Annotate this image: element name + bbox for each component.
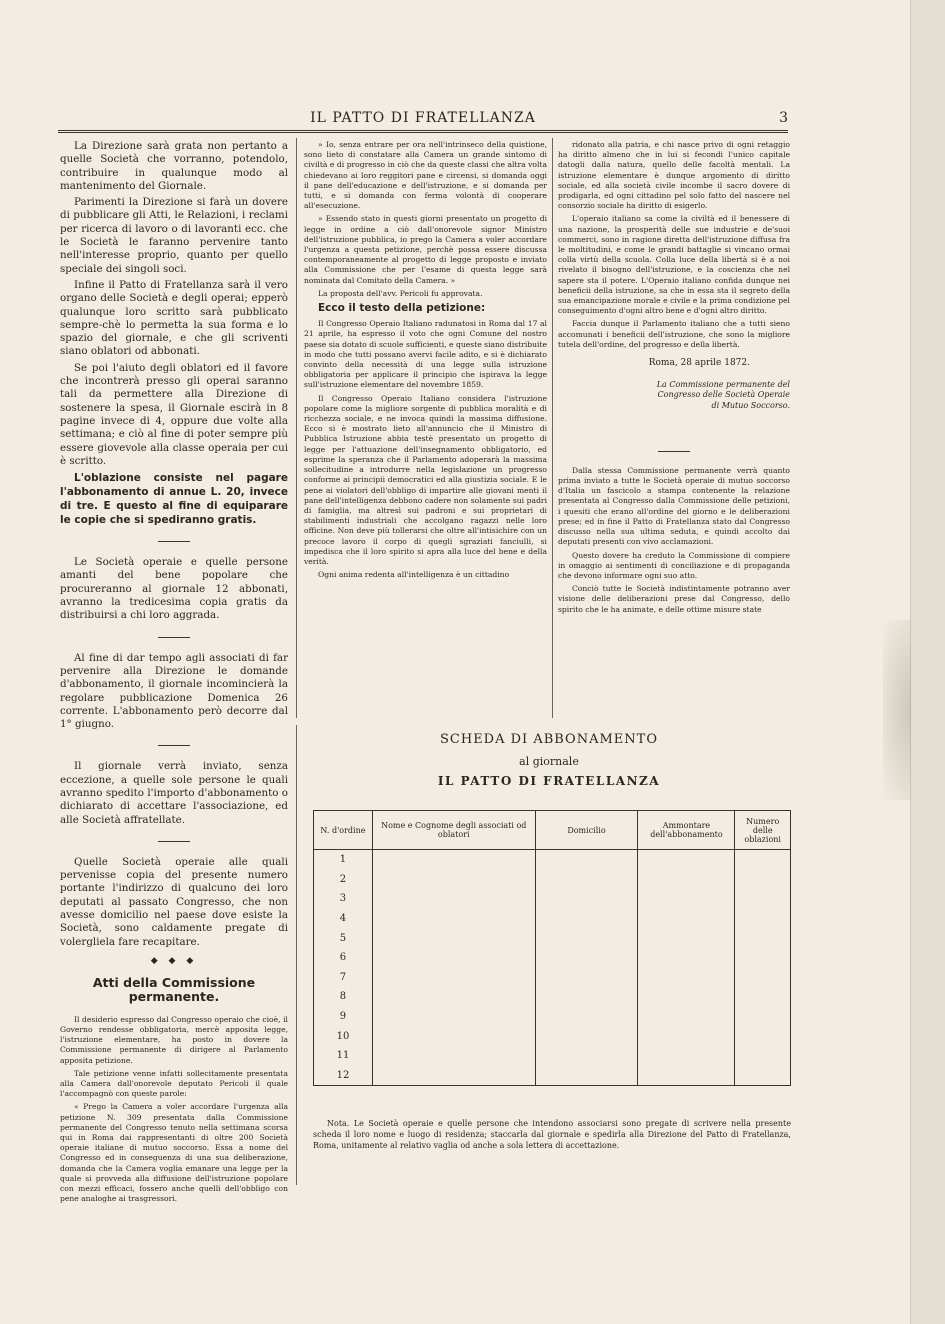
domicile-cell[interactable] — [535, 1046, 638, 1066]
paragraph: Tale petizione venne infatti sollecitamente presentata alla Camera dall'onorevole deputato Pericoli il quale l'accompagnò con queste parole: — [60, 1068, 288, 1099]
table-row — [314, 870, 791, 890]
row-number: 7 — [314, 968, 373, 988]
separator — [658, 451, 690, 452]
signature-line: La Commissione permanente del — [656, 380, 790, 390]
domicile-cell[interactable] — [535, 909, 638, 929]
name-cell[interactable] — [372, 987, 535, 1007]
domicile-cell[interactable] — [535, 870, 638, 890]
count-cell[interactable] — [735, 928, 791, 948]
section-title: Atti della Commissione permanente. — [92, 975, 256, 1004]
domicile-cell[interactable] — [535, 928, 638, 948]
paragraph: Dalla stessa Commissione permanente verrà quanto prima inviato a tutte le Società operaie di mutuo soccorso d'Italia un fascicolo a stampa contenente la relazione presentata al Congresso dalla Commissione delle petizioni, i quesiti che erano all'ordine del giorno e le deliberazioni prese; ed in fine il Patto di Fratellanza stato dal Congresso discusso nella sua ultima seduta, e quindi accolto dai deputati presenti con vivo acclamazioni. — [558, 465, 790, 547]
amount-cell[interactable] — [638, 1046, 735, 1066]
paragraph: Ogni anima redenta all'intelligenza è un cittadino — [318, 570, 510, 580]
paragraph: L'operaio italiano sa come la civiltà ed il benessere di una nazione, la prosperità delle sue industrie e de'suoi commerci, sono in ragione diretta dell'istruzione diffusa fra le moltitudini, e come le grandi battaglie si vincano ormai colla virtù della scuola. Colla luce della libertà si è a noi rivelato il bisogno dell'istruzione, e la coscienza che nel sapere sta il potere. L'Operaio italiano confida dunque nei beneficii della istruzione, sa che in essa sta il segreto della sua emancipazione morale e civile e la prima condizione pel conseguimento d'ogni altro bene e d'ogni altro diritto. — [558, 214, 790, 316]
amount-cell[interactable] — [638, 909, 735, 929]
paragraph: Quelle Società operaie alle quali pervenisse copia del presente numero portante l'indirizzo di qualcuno dei loro deputati al passato Congresso, che non avesse domicilio nel paese dove esiste la Società, sono caldamente pregate di volergliela fare recapitare. — [60, 855, 288, 948]
separator — [158, 637, 190, 638]
signature — [558, 380, 790, 411]
name-cell[interactable] — [372, 928, 535, 948]
column-header: Domicilio — [535, 811, 638, 850]
paragraph: Il desiderio espresso dal Congresso operaio che cioè, il Governo rendesse obbligatoria, mercè apposita legge, l'istruzione elementare, ha posto in dovere la Commissione permanente di dirigere al Parlamento apposita petizione. — [60, 1014, 288, 1065]
paragraph: La proposta dell'avv. Pericoli fu approvata. — [318, 288, 483, 298]
amount-cell[interactable] — [638, 987, 735, 1007]
section-body — [60, 1015, 288, 1205]
row-number: 3 — [314, 889, 373, 909]
paragraph: » Essendo stato in questi giorni presentato un progetto di legge in ordine a ciò dall'onorevole signor Ministro dell'istruzione pubblica, io prego la Camera a voler accordare l'urgenza a questa petizione, perchè possa essere discussa contemporaneamente al progetto di legge proposto e inviato alla Commissione che per l'esame di questa legge sarà nominata dal Comitato della Camera. » — [304, 214, 547, 285]
table-row — [314, 968, 791, 988]
column-rule-1b — [296, 725, 297, 1185]
paragraph: Se poi l'aiuto degli oblatori ed il favore che incontrerà presso gli operai saranno tali da permettere alla Direzione di sostenere la spesa, il Giornale escirà in 8 pagine invece di 4, oppure due volte alla settimana; e ciò al fine di poter sempre più essere giovevole alla classe operaia per cui è scritto. — [60, 361, 288, 467]
table-row — [314, 987, 791, 1007]
name-cell[interactable] — [372, 909, 535, 929]
domicile-cell[interactable] — [535, 1007, 638, 1027]
paragraph: Conciò tutte le Società indistintamente potranno aver visione delle deliberazioni prese dal Congresso, dello spirito che le ha animate, e delle ottime misure state — [558, 584, 790, 614]
amount-cell[interactable] — [638, 928, 735, 948]
column-rule-2 — [552, 138, 553, 718]
paragraph: Parimenti la Direzione si farà un dovere di pubblicare gli Atti, le Relazioni, i reclami per ricerca di lavoro o di lavoranti ecc. che le Società le faranno pervenire tanto nell'interesse proprio, quanto per quello speciale dei singoli soci. — [60, 196, 288, 275]
form-subtitle: al giornale — [519, 755, 579, 768]
column-header: Nome e Cognome degli associati od oblatori — [372, 811, 535, 850]
paragraph: « Prego la Camera a voler accordare l'urgenza alla petizione N. 309 presentata dalla Commissione permanente del Congresso tenuto nella settimana scorsa qui in Roma dai rappresentanti di oltre 200 Società operaie italiane di mutuo soccorso. Essa a nome del Congresso ed in conseguenza di una sua deliberazione, domanda che la Camera voglia emanare una legge per la quale si provveda alla diffusione dell'istruzione popolare con mezzi efficaci, fossero anche quelli dell'obbligo con pene analoghe ai trasgressori. — [60, 1102, 288, 1204]
subscription-table — [313, 810, 791, 1086]
table-row — [314, 948, 791, 968]
count-cell[interactable] — [735, 948, 791, 968]
column-header: N. d'ordine — [314, 811, 373, 850]
page-title: IL PATTO DI FRATELLANZA — [310, 110, 536, 126]
signature-line: di Mutuo Soccorso. — [711, 400, 790, 410]
dateline: Roma, 28 aprile 1872. — [648, 358, 750, 369]
amount-cell[interactable] — [638, 889, 735, 909]
count-cell[interactable] — [735, 889, 791, 909]
oblation-notice: L'oblazione consiste nel pagare l'abbonamento di annue L. 20, invece di tre. E questo al fine di equiparare le copie che si spediranno gratis. — [60, 472, 288, 527]
table-header-row — [314, 811, 791, 850]
paragraph: » Io, senza entrare per ora nell'intrinseco della quistione, sono lieto di constatare alla Camera un grande sintomo di civiltà e di progresso in ciò che da queste classi che altra volta chiedevano ai loro reggitori pane e circensi, si domanda oggi il pane dell'educazione e dell'istruzione, e si domanda per tutti, e si domanda con ferma volontà di cooperare all'esecuzione. — [304, 140, 547, 211]
name-cell[interactable] — [372, 889, 535, 909]
paragraph: La Direzione sarà grata non pertanto a quelle Società che vorranno, potendolo, contribuire in qualunque modo al mantenimento del Giornale. — [60, 140, 288, 192]
name-cell[interactable] — [372, 968, 535, 988]
domicile-cell[interactable] — [535, 850, 638, 870]
name-cell[interactable] — [372, 1026, 535, 1046]
column-3 — [558, 140, 790, 618]
paragraph: Faccia dunque il Parlamento italiano che a tutti sieno accomunati i beneficii dell'istruzione, che sono la migliore tutela dell'ordine, del progresso e della libertà. — [558, 319, 790, 349]
amount-cell[interactable] — [638, 968, 735, 988]
column-1 — [60, 140, 288, 1208]
page-number: 3 — [779, 110, 788, 126]
domicile-cell[interactable] — [535, 987, 638, 1007]
table-row — [314, 1026, 791, 1046]
name-cell[interactable] — [372, 1007, 535, 1027]
row-number: 11 — [314, 1046, 373, 1066]
domicile-cell[interactable] — [535, 1066, 638, 1086]
row-number: 5 — [314, 928, 373, 948]
domicile-cell[interactable] — [535, 968, 638, 988]
name-cell[interactable] — [372, 870, 535, 890]
row-number: 1 — [314, 850, 373, 870]
separator — [158, 541, 190, 542]
paper-stain — [883, 620, 911, 800]
signature-line: Congresso delle Società Operaie — [657, 390, 790, 400]
name-cell[interactable] — [372, 1046, 535, 1066]
column-header: Numero delle oblazioni — [735, 811, 791, 850]
paragraph: Infine il Patto di Fratellanza sarà il vero organo delle Società e degli operai; epperò qualunque loro scritto sarà pubblicato sempre-chè lo permetta la sua forma e lo spazio del giornale, e che gli scriventi siano oblatori od abbonati. — [60, 278, 288, 358]
row-number: 8 — [314, 987, 373, 1007]
count-cell[interactable] — [735, 968, 791, 988]
count-cell[interactable] — [735, 909, 791, 929]
form-paper-name: IL PATTO DI FRATELLANZA — [437, 774, 661, 788]
paragraph: Il Congresso Operaio Italiano considera l'istruzione popolare come la migliore sorgente di pubblica moralità e di ricchezza sociale, e ne invoca quindi la massima diffusione. Ecco si è mostrato lieto all'annuncio che il Ministro di Pubblica Istruzione abbia testè presentato un progetto di legge per l'attuazione dell'insegnamento obbligatorio, ed esprime la speranza che il Parlamento adoperarà la massima sollecitudine a introdurre nella legislazione un progresso conforme ai principii democratici ed alla giustizia sociale. E le pene ai violatori dell'obbligo di impartire alle giovani menti il pane dell'intelligenza debbono cadere non solamente sui padri di famiglia, ma altresì sui padroni e sui proprietari di stabilimenti industriali che accolgano ragazzi nelle loro officine. Non deve più tollerarsi che oltre all'intisichire con un precoce lavoro il corpo di quegli sgraziati fanciulli, si impedisca che il loro spirito si apra alla luce del bene e della verità. — [304, 393, 547, 566]
paragraph: Questo dovere ha creduto la Commissione di compiere in omaggio ai sentimenti di conciliazione e di propaganda che devono informare ogni suo atto. — [558, 550, 790, 580]
count-cell[interactable] — [735, 1066, 791, 1086]
amount-cell[interactable] — [638, 850, 735, 870]
ornament-divider: ◆ ◆ ◆ — [150, 955, 198, 966]
column-rule-1 — [296, 138, 297, 718]
separator — [158, 841, 190, 842]
form-title: SCHEDA DI ABBONAMENTO — [440, 732, 658, 747]
amount-cell[interactable] — [638, 870, 735, 890]
row-number: 10 — [314, 1026, 373, 1046]
name-cell[interactable] — [372, 1066, 535, 1086]
count-cell[interactable] — [735, 850, 791, 870]
amount-cell[interactable] — [638, 1007, 735, 1027]
row-number: 12 — [314, 1066, 373, 1086]
count-cell[interactable] — [735, 1007, 791, 1027]
footnote: Nota. Le Società operaie e quelle persone che intendono associarsi sono pregate di scrivere nella presente scheda il loro nome e luogo di residenza; staccarla dal giornale e spedirla alla Direzione del Patto di Fratellanza, Roma, unitamente al relativo vaglia od anche a sola lettera di accettazione. — [313, 1119, 791, 1150]
petition-heading: Ecco il testo della petizione: — [318, 302, 486, 315]
count-cell[interactable] — [735, 870, 791, 890]
table-row — [314, 889, 791, 909]
table-row — [314, 1046, 791, 1066]
paragraph: Al fine di dar tempo agli associati di far pervenire alla Direzione le domande d'abbonamento, il giornale incomincierà la regolare pubblicazione Domenica 26 corrente. L'abbonamento però decorre dal 1° giugno. — [60, 651, 288, 731]
domicile-cell[interactable] — [535, 948, 638, 968]
paragraph: Il Congresso Operaio Italiano radunatosi in Roma dal 17 al 21 aprile, ha espresso il voto che ogni Comune del nostro paese sia dotato di scuole sufficienti, e queste siano distribuite in modo che tutti possano avervi facile adito, e si è dichiarato convinto della necessità di una legge sulla istruzione obbligatoria per applicare il principio che ispirava la legge sull'istruzione elementare del novembre 1859. — [304, 319, 547, 390]
row-number: 2 — [314, 870, 373, 890]
count-cell[interactable] — [735, 1026, 791, 1046]
column-2 — [304, 140, 547, 583]
paragraph: ridonato alla patria, e chi nasce privo di ogni retaggio ha diritto almeno che in lui si fecondi l'unico capitale datogli dalla natura, quello delle facoltà mentali. La istruzione elementare è dunque argomento di diritto sociale, ed alla società civile incombe il sacro dovere di prodigarla, ed ogni cittadino pel solo fatto del nascere nel consorzio sociale ha diritto di esigerlo. — [558, 140, 790, 211]
amount-cell[interactable] — [638, 1026, 735, 1046]
row-number: 4 — [314, 909, 373, 929]
row-number: 9 — [314, 1007, 373, 1027]
separator — [158, 745, 190, 746]
table-row — [314, 928, 791, 948]
subscription-form-header — [305, 732, 793, 796]
table-row — [314, 1066, 791, 1086]
paragraph: Le Società operaie e quelle persone amanti del bene popolare che procureranno al giornale 12 abbonati, avranno la tredicesima copia gratis da distribuirsi a chi loro aggrada. — [60, 556, 288, 622]
amount-cell[interactable] — [638, 948, 735, 968]
amount-cell[interactable] — [638, 1066, 735, 1086]
column-header: Ammontare dell'abbonamento — [638, 811, 735, 850]
domicile-cell[interactable] — [535, 889, 638, 909]
count-cell[interactable] — [735, 987, 791, 1007]
name-cell[interactable] — [372, 850, 535, 870]
name-cell[interactable] — [372, 948, 535, 968]
table-row — [314, 850, 791, 870]
count-cell[interactable] — [735, 1046, 791, 1066]
domicile-cell[interactable] — [535, 1026, 638, 1046]
paragraph: Il giornale verrà inviato, senza eccezione, a quelle sole persone le quali avranno spedito l'importo d'abbonamento o dichiarato di accettare l'associazione, ed alle Società affratellate. — [60, 760, 288, 826]
table-row — [314, 909, 791, 929]
row-number: 6 — [314, 948, 373, 968]
scan-margin — [910, 0, 945, 1324]
page-header — [58, 110, 788, 133]
table-row — [314, 1007, 791, 1027]
